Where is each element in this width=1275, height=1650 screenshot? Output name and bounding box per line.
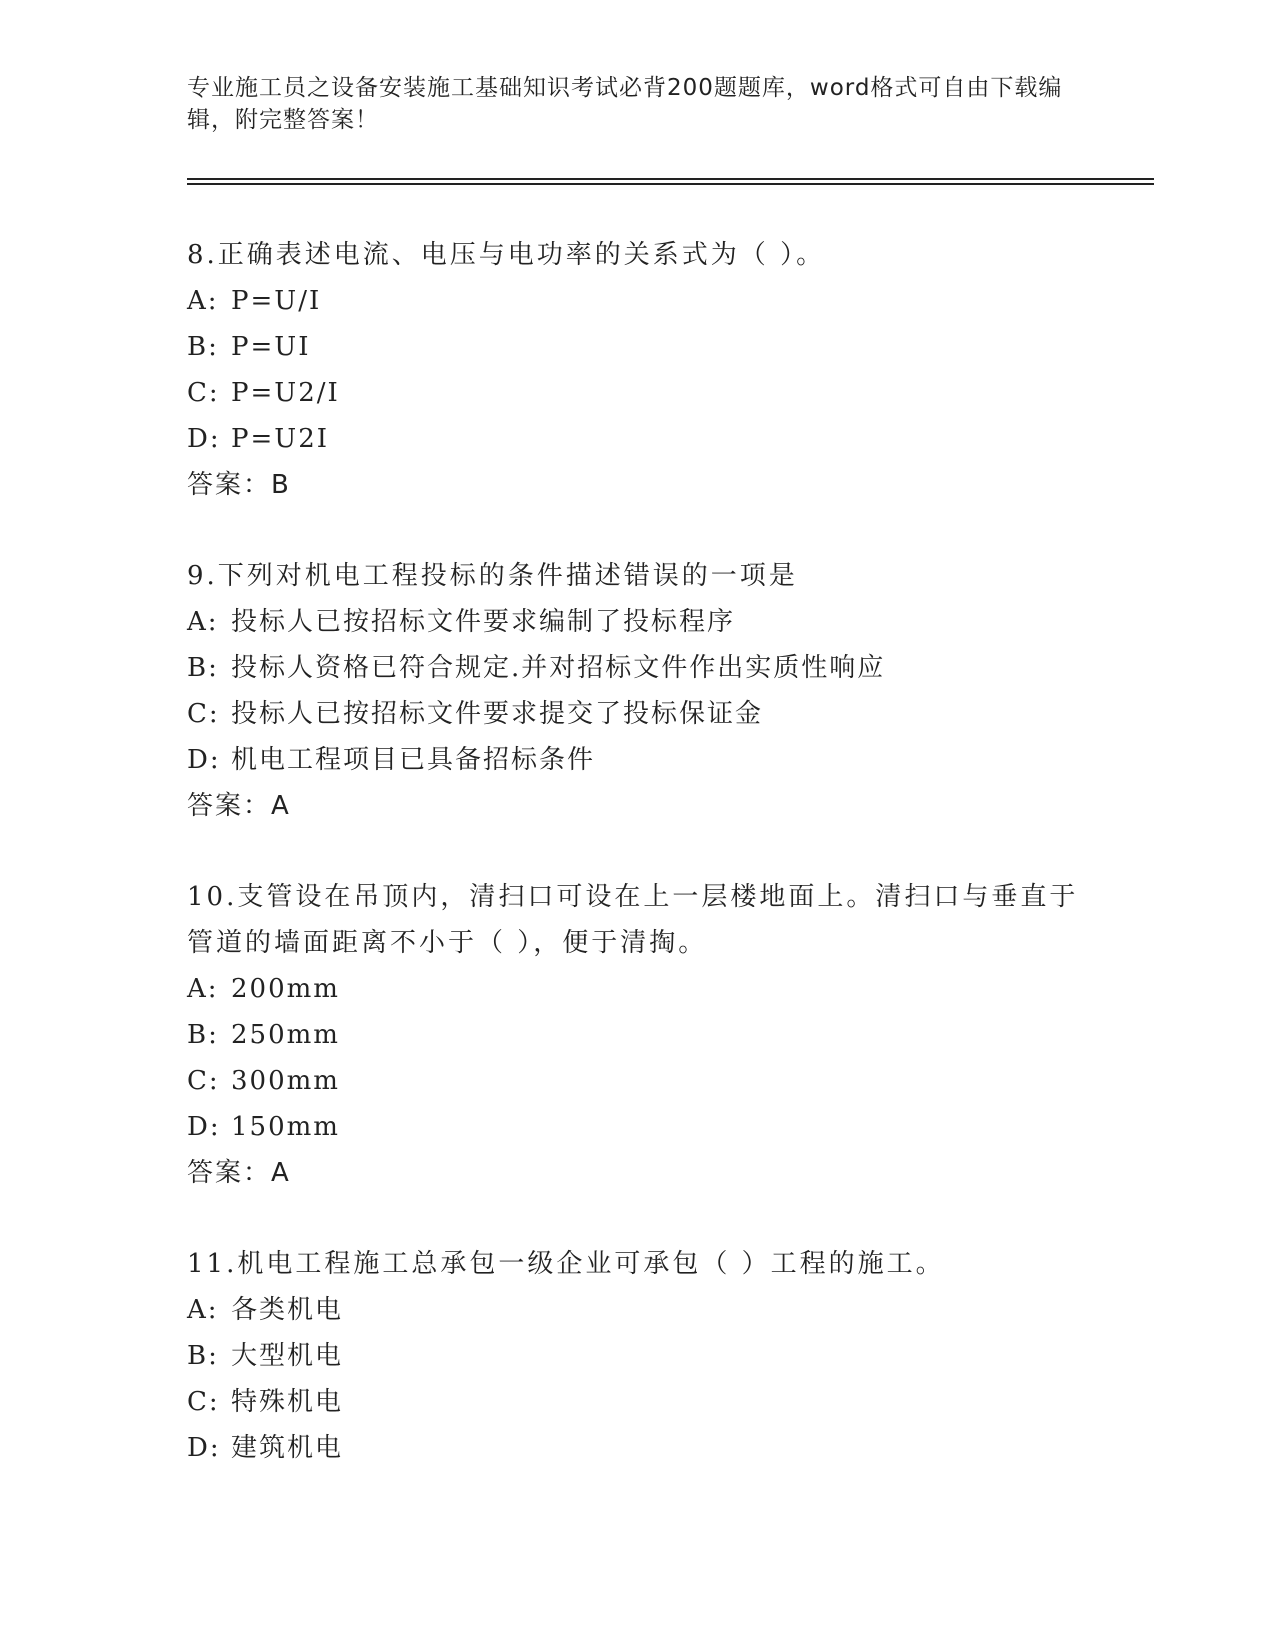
- question-9: [187, 553, 1087, 829]
- option-text: 投标人已按招标文件要求编制了投标程序: [231, 607, 736, 637]
- option-d: [187, 1425, 1087, 1471]
- option-letter: C:: [187, 699, 220, 729]
- option-text: 投标人已按招标文件要求提交了投标保证金: [231, 699, 764, 729]
- option-letter: D:: [187, 1433, 221, 1463]
- option-text: P=U/I: [231, 286, 322, 316]
- option-letter: A:: [187, 286, 219, 316]
- question-11: [187, 1241, 1087, 1471]
- option-b: [187, 1012, 1087, 1058]
- option-b: [187, 324, 1087, 370]
- question-10: [187, 874, 1087, 1196]
- option-letter: D:: [187, 745, 221, 775]
- option-letter: A:: [187, 607, 219, 637]
- option-letter: A:: [187, 1295, 219, 1325]
- option-letter: B:: [187, 1341, 219, 1371]
- option-text: P=U2I: [231, 424, 330, 454]
- question-8: [187, 232, 1087, 508]
- option-a: [187, 599, 1087, 645]
- option-letter: C:: [187, 1066, 220, 1096]
- option-a: [187, 966, 1087, 1012]
- option-text: 250mm: [231, 1020, 340, 1050]
- option-d: [187, 1104, 1087, 1150]
- option-letter: B:: [187, 1020, 219, 1050]
- option-letter: D:: [187, 1112, 221, 1142]
- option-c: [187, 370, 1087, 416]
- option-letter: C:: [187, 1387, 220, 1417]
- option-c: [187, 1379, 1087, 1425]
- option-text: P=UI: [231, 332, 311, 362]
- option-text: 投标人资格已符合规定.并对招标文件作出实质性响应: [231, 653, 886, 683]
- question-text: 9.下列对机电工程投标的条件描述错误的一项是: [187, 561, 798, 591]
- option-text: 300mm: [231, 1066, 340, 1096]
- header-divider-top: [187, 178, 1154, 180]
- question-text: 11.机电工程施工总承包一级企业可承包（ ）工程的施工。: [187, 1249, 945, 1279]
- option-b: [187, 1333, 1087, 1379]
- option-text: 特殊机电: [231, 1387, 344, 1417]
- header-divider-bottom: [187, 183, 1154, 185]
- document-header: [187, 72, 1067, 136]
- option-letter: B:: [187, 653, 219, 683]
- option-text: 各类机电: [231, 1295, 344, 1325]
- answer-line: 答案：A: [187, 1158, 291, 1188]
- option-letter: C:: [187, 378, 220, 408]
- option-text: 200mm: [231, 974, 340, 1004]
- option-b: [187, 645, 1087, 691]
- option-letter: B:: [187, 332, 219, 362]
- option-text: P=U2/I: [231, 378, 340, 408]
- document-title: 专业施工员之设备安装施工基础知识考试必背200题题库，word格式可自由下载编辑，附完整答案！: [187, 75, 1063, 133]
- option-c: [187, 1058, 1087, 1104]
- option-letter: D:: [187, 424, 221, 454]
- option-d: [187, 416, 1087, 462]
- option-d: [187, 737, 1087, 783]
- option-a: [187, 1287, 1087, 1333]
- option-text: 大型机电: [231, 1341, 344, 1371]
- option-text: 150mm: [231, 1112, 340, 1142]
- option-a: [187, 278, 1087, 324]
- option-letter: A:: [187, 974, 219, 1004]
- option-text: 建筑机电: [231, 1433, 344, 1463]
- option-c: [187, 691, 1087, 737]
- question-text: 10.支管设在吊顶内，清扫口可设在上一层楼地面上。清扫口与垂直于管道的墙面距离不小于（ ），便于清掏。: [187, 882, 1079, 958]
- question-text: 8.正确表述电流、电压与电功率的关系式为（ ）。: [187, 240, 826, 270]
- option-text: 机电工程项目已具备招标条件: [231, 745, 596, 775]
- answer-line: 答案：A: [187, 791, 291, 821]
- answer-line: 答案：B: [187, 470, 291, 500]
